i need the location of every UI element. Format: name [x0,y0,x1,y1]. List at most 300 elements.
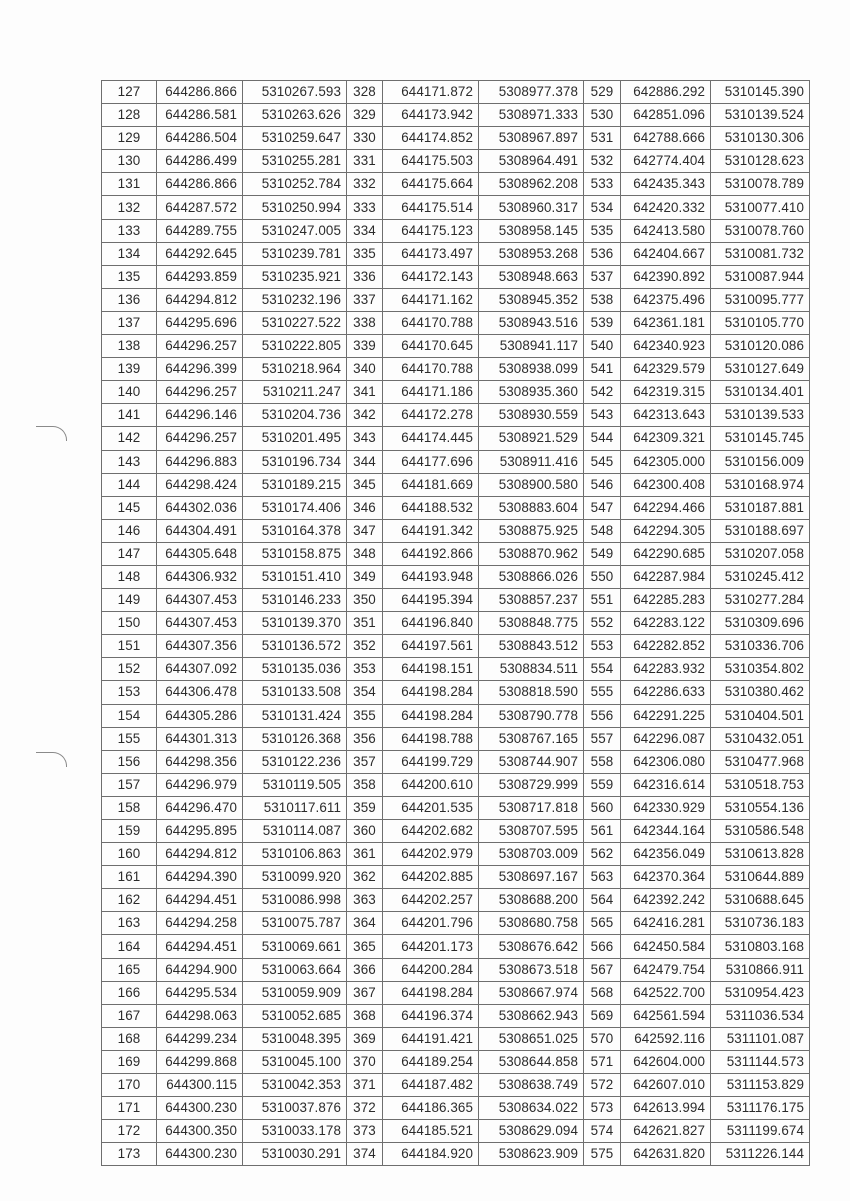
table-cell-y-coordinate: 5310059.909 [243,981,347,1004]
table-cell-x-coordinate: 642290.685 [621,542,711,565]
table-row [102,796,810,819]
table-cell-point-number: 342 [347,404,383,427]
table-cell-x-coordinate: 644189.254 [383,1050,479,1073]
table-cell-x-coordinate: 642621.827 [621,1120,711,1143]
table-cell-y-coordinate: 5310128.623 [711,150,810,173]
table-cell-y-coordinate: 5310136.572 [243,635,347,658]
table-cell-y-coordinate: 5310045.100 [243,1050,347,1073]
table-cell-x-coordinate: 644306.932 [157,565,243,588]
table-cell-x-coordinate: 644301.313 [157,727,243,750]
table-cell-x-coordinate: 644200.284 [383,958,479,981]
table-cell-x-coordinate: 642375.496 [621,288,711,311]
table-cell-y-coordinate: 5308866.026 [479,565,584,588]
table-cell-point-number: 150 [102,612,157,635]
table-cell-point-number: 563 [584,866,621,889]
table-cell-x-coordinate: 644202.257 [383,889,479,912]
table-cell-point-number: 137 [102,311,157,334]
table-row [102,889,810,912]
table-cell-y-coordinate: 5310120.086 [711,335,810,358]
table-cell-x-coordinate: 644187.482 [383,1074,479,1097]
table-cell-x-coordinate: 642604.000 [621,1050,711,1073]
table-cell-y-coordinate: 5310189.215 [243,473,347,496]
table-cell-x-coordinate: 644294.258 [157,912,243,935]
table-cell-point-number: 546 [584,473,621,496]
table-cell-x-coordinate: 644307.453 [157,589,243,612]
table-cell-point-number: 547 [584,496,621,519]
table-cell-x-coordinate: 642788.666 [621,127,711,150]
table-cell-point-number: 134 [102,242,157,265]
table-row [102,496,810,519]
coordinates-table [101,80,810,1166]
table-cell-point-number: 536 [584,242,621,265]
table-cell-y-coordinate: 5308790.778 [479,704,584,727]
table-cell-y-coordinate: 5310277.284 [711,589,810,612]
table-cell-x-coordinate: 644287.572 [157,196,243,219]
table-cell-y-coordinate: 5308667.974 [479,981,584,1004]
table-cell-y-coordinate: 5311144.573 [711,1050,810,1073]
table-cell-point-number: 574 [584,1120,621,1143]
table-cell-y-coordinate: 5310122.236 [243,750,347,773]
table-cell-x-coordinate: 644181.669 [383,473,479,496]
table-cell-x-coordinate: 644289.755 [157,219,243,242]
table-cell-point-number: 132 [102,196,157,219]
table-cell-x-coordinate: 642340.923 [621,335,711,358]
table-cell-y-coordinate: 5308634.022 [479,1097,584,1120]
table-row [102,150,810,173]
table-cell-x-coordinate: 644201.796 [383,912,479,935]
table-cell-x-coordinate: 644171.872 [383,81,479,104]
table-cell-x-coordinate: 644196.840 [383,612,479,635]
table-cell-x-coordinate: 642607.010 [621,1074,711,1097]
table-cell-y-coordinate: 5310099.920 [243,866,347,889]
table-cell-point-number: 346 [347,496,383,519]
table-cell-y-coordinate: 5310151.410 [243,565,347,588]
table-row [102,427,810,450]
table-cell-point-number: 559 [584,773,621,796]
table-cell-y-coordinate: 5310135.036 [243,658,347,681]
table-cell-x-coordinate: 642435.343 [621,173,711,196]
table-cell-x-coordinate: 644172.278 [383,404,479,427]
table-cell-y-coordinate: 5308697.167 [479,866,584,889]
table-row [102,750,810,773]
table-cell-y-coordinate: 5308623.909 [479,1143,584,1166]
table-cell-x-coordinate: 644186.365 [383,1097,479,1120]
table-cell-x-coordinate: 644170.788 [383,311,479,334]
table-cell-y-coordinate: 5310114.087 [243,820,347,843]
table-cell-point-number: 154 [102,704,157,727]
table-cell-point-number: 151 [102,635,157,658]
table-cell-x-coordinate: 644300.350 [157,1120,243,1143]
table-cell-y-coordinate: 5310613.828 [711,843,810,866]
table-cell-point-number: 146 [102,519,157,542]
table-cell-x-coordinate: 644305.286 [157,704,243,727]
table-cell-x-coordinate: 644294.451 [157,935,243,958]
table-cell-x-coordinate: 642294.466 [621,496,711,519]
table-cell-x-coordinate: 642287.984 [621,565,711,588]
table-cell-y-coordinate: 5310069.661 [243,935,347,958]
table-cell-x-coordinate: 644296.146 [157,404,243,427]
table-cell-y-coordinate: 5310218.964 [243,358,347,381]
table-cell-y-coordinate: 5310196.734 [243,450,347,473]
table-cell-x-coordinate: 644184.920 [383,1143,479,1166]
table-cell-x-coordinate: 644199.729 [383,750,479,773]
table-cell-point-number: 133 [102,219,157,242]
table-cell-point-number: 565 [584,912,621,935]
table-row [102,635,810,658]
table-row [102,196,810,219]
table-cell-point-number: 347 [347,519,383,542]
table-row [102,288,810,311]
table-cell-y-coordinate: 5310037.876 [243,1097,347,1120]
table-cell-point-number: 364 [347,912,383,935]
table-cell-point-number: 172 [102,1120,157,1143]
table-cell-point-number: 543 [584,404,621,427]
table-cell-point-number: 368 [347,1004,383,1027]
table-cell-y-coordinate: 5310063.664 [243,958,347,981]
table-cell-y-coordinate: 5311036.534 [711,1004,810,1027]
table-cell-y-coordinate: 5310048.395 [243,1027,347,1050]
table-cell-y-coordinate: 5310187.881 [711,496,810,519]
table-cell-x-coordinate: 642316.614 [621,773,711,796]
table-row [102,242,810,265]
table-cell-y-coordinate: 5310158.875 [243,542,347,565]
table-cell-x-coordinate: 644175.503 [383,150,479,173]
table-cell-point-number: 361 [347,843,383,866]
table-cell-point-number: 164 [102,935,157,958]
table-cell-x-coordinate: 642282.852 [621,635,711,658]
table-cell-point-number: 350 [347,589,383,612]
table-cell-y-coordinate: 5308941.117 [479,335,584,358]
table-cell-x-coordinate: 644296.979 [157,773,243,796]
table-cell-point-number: 535 [584,219,621,242]
table-cell-point-number: 359 [347,796,383,819]
table-cell-y-coordinate: 5310259.647 [243,127,347,150]
table-cell-x-coordinate: 644202.885 [383,866,479,889]
table-cell-y-coordinate: 5308688.200 [479,889,584,912]
table-cell-y-coordinate: 5310201.495 [243,427,347,450]
table-row [102,704,810,727]
table-row [102,843,810,866]
table-cell-point-number: 366 [347,958,383,981]
table-cell-point-number: 170 [102,1074,157,1097]
table-cell-x-coordinate: 642283.122 [621,612,711,635]
table-cell-y-coordinate: 5310250.994 [243,196,347,219]
table-cell-y-coordinate: 5310239.781 [243,242,347,265]
table-cell-x-coordinate: 642392.242 [621,889,711,912]
table-cell-y-coordinate: 5310336.706 [711,635,810,658]
table-cell-x-coordinate: 644286.866 [157,81,243,104]
table-cell-point-number: 157 [102,773,157,796]
table-cell-point-number: 142 [102,427,157,450]
table-cell-x-coordinate: 644173.497 [383,242,479,265]
table-cell-x-coordinate: 644307.092 [157,658,243,681]
table-cell-y-coordinate: 5310156.009 [711,450,810,473]
table-cell-point-number: 156 [102,750,157,773]
table-cell-point-number: 534 [584,196,621,219]
table-cell-y-coordinate: 5310309.696 [711,612,810,635]
table-row [102,565,810,588]
table-cell-y-coordinate: 5311176.175 [711,1097,810,1120]
table-cell-y-coordinate: 5310146.233 [243,589,347,612]
table-cell-y-coordinate: 5308680.758 [479,912,584,935]
table-row [102,681,810,704]
table-cell-point-number: 337 [347,288,383,311]
table-cell-x-coordinate: 644198.151 [383,658,479,681]
table-cell-y-coordinate: 5308744.907 [479,750,584,773]
table-cell-point-number: 549 [584,542,621,565]
table-cell-point-number: 557 [584,727,621,750]
table-cell-point-number: 571 [584,1050,621,1073]
table-cell-x-coordinate: 642416.281 [621,912,711,935]
table-cell-point-number: 144 [102,473,157,496]
table-cell-point-number: 548 [584,519,621,542]
table-cell-point-number: 161 [102,866,157,889]
table-cell-x-coordinate: 644298.063 [157,1004,243,1027]
table-cell-point-number: 339 [347,335,383,358]
table-cell-y-coordinate: 5310095.777 [711,288,810,311]
table-cell-y-coordinate: 5311199.674 [711,1120,810,1143]
table-cell-y-coordinate: 5310033.178 [243,1120,347,1143]
table-cell-point-number: 567 [584,958,621,981]
table-row [102,912,810,935]
table-cell-x-coordinate: 644299.868 [157,1050,243,1073]
table-cell-point-number: 540 [584,335,621,358]
table-cell-y-coordinate: 5308870.962 [479,542,584,565]
table-cell-y-coordinate: 5308703.009 [479,843,584,866]
table-cell-point-number: 568 [584,981,621,1004]
table-cell-x-coordinate: 644193.948 [383,565,479,588]
table-cell-x-coordinate: 644296.470 [157,796,243,819]
table-row [102,104,810,127]
table-cell-point-number: 159 [102,820,157,843]
table-cell-point-number: 544 [584,427,621,450]
table-cell-y-coordinate: 5308943.516 [479,311,584,334]
table-cell-point-number: 147 [102,542,157,565]
table-cell-point-number: 355 [347,704,383,727]
table-cell-x-coordinate: 642774.404 [621,150,711,173]
table-row [102,404,810,427]
table-cell-x-coordinate: 644197.561 [383,635,479,658]
table-cell-y-coordinate: 5310126.368 [243,727,347,750]
table-cell-point-number: 354 [347,681,383,704]
table-cell-point-number: 564 [584,889,621,912]
table-cell-point-number: 357 [347,750,383,773]
table-cell-y-coordinate: 5308977.378 [479,81,584,104]
table-cell-point-number: 539 [584,311,621,334]
table-cell-x-coordinate: 642479.754 [621,958,711,981]
table-cell-x-coordinate: 644296.257 [157,381,243,404]
table-cell-point-number: 365 [347,935,383,958]
table-cell-y-coordinate: 5310139.524 [711,104,810,127]
table-cell-x-coordinate: 644302.036 [157,496,243,519]
table-cell-x-coordinate: 644198.284 [383,704,479,727]
table-cell-x-coordinate: 644305.648 [157,542,243,565]
table-cell-x-coordinate: 644201.173 [383,935,479,958]
table-row [102,265,810,288]
table-cell-x-coordinate: 644201.535 [383,796,479,819]
table-cell-x-coordinate: 642306.080 [621,750,711,773]
table-cell-x-coordinate: 644296.257 [157,335,243,358]
table-cell-y-coordinate: 5310267.593 [243,81,347,104]
coordinates-table-body [102,81,810,1166]
table-cell-y-coordinate: 5308930.559 [479,404,584,427]
table-cell-y-coordinate: 5308644.858 [479,1050,584,1073]
table-row [102,519,810,542]
table-cell-y-coordinate: 5310086.998 [243,889,347,912]
table-cell-y-coordinate: 5310130.306 [711,127,810,150]
table-cell-point-number: 531 [584,127,621,150]
table-cell-y-coordinate: 5310866.911 [711,958,810,981]
table-cell-x-coordinate: 642309.321 [621,427,711,450]
table-cell-x-coordinate: 644292.645 [157,242,243,265]
table-cell-point-number: 166 [102,981,157,1004]
table-cell-y-coordinate: 5308818.590 [479,681,584,704]
table-row [102,958,810,981]
table-cell-point-number: 556 [584,704,621,727]
table-cell-point-number: 135 [102,265,157,288]
table-cell-x-coordinate: 644175.664 [383,173,479,196]
table-cell-y-coordinate: 5310188.697 [711,519,810,542]
table-cell-x-coordinate: 642294.305 [621,519,711,542]
table-cell-y-coordinate: 5310078.789 [711,173,810,196]
table-cell-x-coordinate: 642319.315 [621,381,711,404]
table-cell-point-number: 542 [584,381,621,404]
table-cell-x-coordinate: 644175.514 [383,196,479,219]
table-row [102,311,810,334]
table-cell-point-number: 341 [347,381,383,404]
table-cell-x-coordinate: 644298.356 [157,750,243,773]
table-cell-y-coordinate: 5310127.649 [711,358,810,381]
table-cell-x-coordinate: 642613.994 [621,1097,711,1120]
table-cell-x-coordinate: 642851.096 [621,104,711,127]
table-cell-point-number: 572 [584,1074,621,1097]
table-cell-point-number: 334 [347,219,383,242]
table-cell-point-number: 336 [347,265,383,288]
table-cell-x-coordinate: 644296.883 [157,450,243,473]
table-cell-point-number: 155 [102,727,157,750]
table-cell-y-coordinate: 5308964.491 [479,150,584,173]
table-cell-y-coordinate: 5308767.165 [479,727,584,750]
table-cell-x-coordinate: 644300.115 [157,1074,243,1097]
table-cell-point-number: 329 [347,104,383,127]
table-cell-point-number: 356 [347,727,383,750]
table-cell-x-coordinate: 644295.534 [157,981,243,1004]
table-cell-x-coordinate: 642631.820 [621,1143,711,1166]
table-cell-point-number: 328 [347,81,383,104]
table-cell-x-coordinate: 644196.374 [383,1004,479,1027]
table-cell-x-coordinate: 644299.234 [157,1027,243,1050]
table-cell-x-coordinate: 644286.499 [157,150,243,173]
table-cell-y-coordinate: 5308729.999 [479,773,584,796]
table-cell-point-number: 130 [102,150,157,173]
table-cell-y-coordinate: 5310134.401 [711,381,810,404]
table-cell-point-number: 551 [584,589,621,612]
table-cell-point-number: 358 [347,773,383,796]
table-cell-y-coordinate: 5310204.736 [243,404,347,427]
table-row [102,612,810,635]
table-cell-x-coordinate: 644171.186 [383,381,479,404]
table-row [102,219,810,242]
table-cell-y-coordinate: 5310644.889 [711,866,810,889]
table-cell-point-number: 374 [347,1143,383,1166]
table-cell-y-coordinate: 5310263.626 [243,104,347,127]
table-cell-x-coordinate: 644300.230 [157,1097,243,1120]
table-cell-y-coordinate: 5310078.760 [711,219,810,242]
table-cell-point-number: 353 [347,658,383,681]
table-cell-point-number: 340 [347,358,383,381]
table-row [102,335,810,358]
table-cell-point-number: 560 [584,796,621,819]
table-cell-y-coordinate: 5310255.281 [243,150,347,173]
table-row [102,866,810,889]
table-cell-x-coordinate: 644296.257 [157,427,243,450]
table-cell-point-number: 141 [102,404,157,427]
table-cell-x-coordinate: 644175.123 [383,219,479,242]
table-cell-x-coordinate: 644202.682 [383,820,479,843]
table-cell-point-number: 569 [584,1004,621,1027]
table-cell-point-number: 136 [102,288,157,311]
table-cell-y-coordinate: 5308953.268 [479,242,584,265]
table-cell-x-coordinate: 644295.895 [157,820,243,843]
table-row [102,1074,810,1097]
table-cell-y-coordinate: 5308938.099 [479,358,584,381]
table-cell-x-coordinate: 642420.332 [621,196,711,219]
table-cell-x-coordinate: 644293.859 [157,265,243,288]
table-cell-point-number: 537 [584,265,621,288]
table-cell-y-coordinate: 5310145.745 [711,427,810,450]
table-cell-x-coordinate: 644300.230 [157,1143,243,1166]
table-row [102,1097,810,1120]
table-cell-y-coordinate: 5310119.505 [243,773,347,796]
table-cell-y-coordinate: 5310232.196 [243,288,347,311]
table-cell-x-coordinate: 644191.342 [383,519,479,542]
table-row [102,542,810,565]
table-cell-y-coordinate: 5308875.925 [479,519,584,542]
table-cell-point-number: 160 [102,843,157,866]
table-cell-point-number: 363 [347,889,383,912]
table-cell-point-number: 545 [584,450,621,473]
table-cell-y-coordinate: 5310736.183 [711,912,810,935]
table-cell-point-number: 331 [347,150,383,173]
table-cell-x-coordinate: 644202.979 [383,843,479,866]
table-cell-y-coordinate: 5310245.412 [711,565,810,588]
table-cell-x-coordinate: 642283.932 [621,658,711,681]
table-cell-point-number: 553 [584,635,621,658]
table-cell-x-coordinate: 642413.580 [621,219,711,242]
table-row [102,473,810,496]
table-cell-point-number: 369 [347,1027,383,1050]
table-row [102,589,810,612]
table-cell-x-coordinate: 644200.610 [383,773,479,796]
table-cell-point-number: 552 [584,612,621,635]
table-cell-x-coordinate: 644195.394 [383,589,479,612]
table-cell-y-coordinate: 5310164.378 [243,519,347,542]
table-cell-x-coordinate: 642390.892 [621,265,711,288]
table-cell-point-number: 148 [102,565,157,588]
table-cell-y-coordinate: 5310803.168 [711,935,810,958]
table-cell-x-coordinate: 644294.812 [157,843,243,866]
table-cell-y-coordinate: 5308962.208 [479,173,584,196]
table-cell-x-coordinate: 642296.087 [621,727,711,750]
table-cell-x-coordinate: 644294.390 [157,866,243,889]
table-cell-point-number: 131 [102,173,157,196]
table-cell-point-number: 575 [584,1143,621,1166]
table-cell-point-number: 163 [102,912,157,935]
table-cell-x-coordinate: 644294.451 [157,889,243,912]
table-row [102,1120,810,1143]
table-cell-x-coordinate: 644198.284 [383,981,479,1004]
table-cell-point-number: 344 [347,450,383,473]
